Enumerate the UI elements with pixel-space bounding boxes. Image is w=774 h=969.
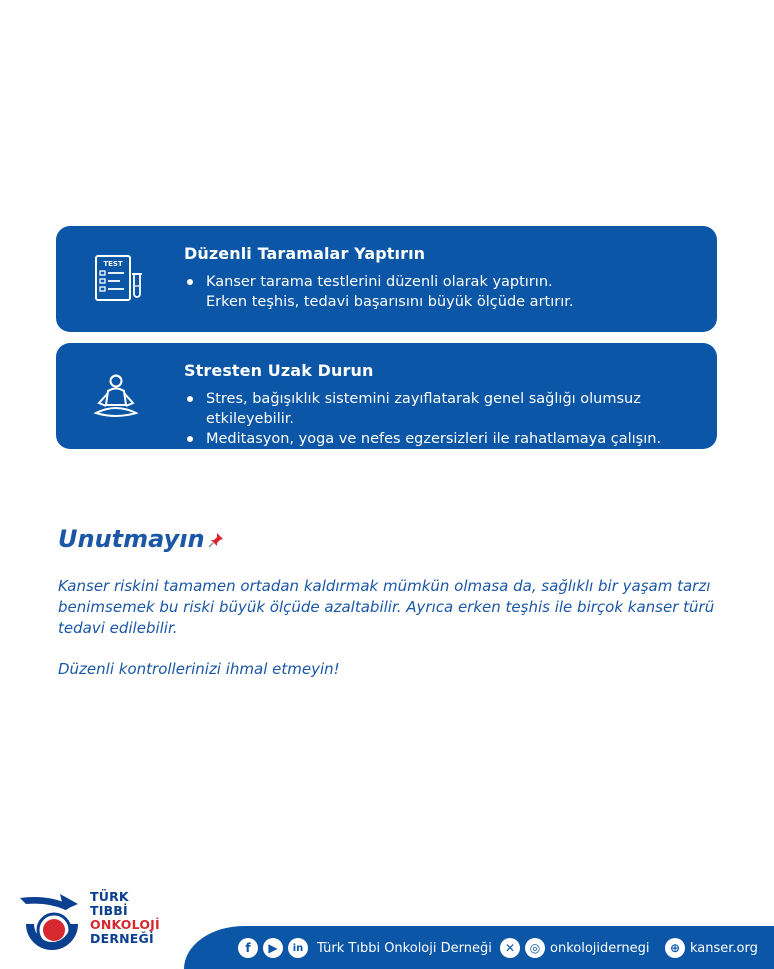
facebook-icon[interactable]: f [238, 938, 258, 958]
bullet-item: Kanser tarama testlerini düzenli olarak yaptırın. Erken teşhis, tedavi başarısını büyük ölçüde artırır. [184, 272, 704, 312]
logo-wordmark [90, 890, 160, 946]
card-bullet-list [184, 272, 704, 312]
pushpin-icon [207, 531, 225, 549]
card-bullet-list [184, 389, 704, 449]
x-twitter-icon[interactable]: ✕ [500, 938, 520, 958]
test-checklist-icon [86, 250, 146, 310]
organization-logo [14, 890, 174, 960]
logo-line-2: TIBBİ [90, 903, 128, 918]
reminder-heading-text: Unutmayın [58, 525, 205, 553]
footer-social-group [238, 938, 492, 958]
bullet-item: Meditasyon, yoga ve nefes egzersizleri ile rahatlamaya çalışın. [184, 429, 704, 449]
card-title: Stresten Uzak Durun [184, 361, 374, 380]
stress-card [56, 343, 717, 449]
svg-text:TEST: TEST [103, 260, 123, 268]
youtube-icon[interactable]: ▶ [263, 938, 283, 958]
footer-social-name[interactable]: Türk Tıbbi Onkoloji Derneği [317, 940, 492, 956]
screening-card [56, 226, 717, 332]
bullet-item: Stres, bağışıklık sistemini zayıflatarak genel sağlığı olumsuz etkileyebilir. [184, 389, 704, 429]
meditation-icon [86, 367, 146, 427]
logo-line-1: TÜRK [90, 889, 129, 904]
footer-website-group [665, 938, 758, 958]
footer-bar [184, 926, 774, 969]
footer-handle-group [500, 938, 649, 958]
reminder-heading [58, 525, 225, 553]
globe-icon[interactable]: ⊕ [665, 938, 685, 958]
linkedin-icon[interactable]: in [288, 938, 308, 958]
logo-emblem-icon [14, 890, 90, 960]
footer-handle[interactable]: onkolojidernegi [550, 940, 650, 956]
instagram-icon[interactable]: ◎ [525, 938, 545, 958]
reminder-closing: Düzenli kontrollerinizi ihmal etmeyin! [58, 660, 340, 678]
logo-line-3: ONKOLOJİ [90, 917, 160, 932]
footer-website-link[interactable]: kanser.org [690, 940, 758, 956]
reminder-paragraph: Kanser riskini tamamen ortadan kaldırmak mümkün olmasa da, sağlıklı bir yaşam tarzı benimsemek bu riski büyük ölçüde azaltabilir. Ayrıca erken teşhis ile birçok kanser türü tedavi edilebilir. [58, 577, 715, 637]
logo-line-4: DERNEĞİ [90, 931, 154, 946]
card-title: Düzenli Taramalar Yaptırın [184, 244, 426, 263]
